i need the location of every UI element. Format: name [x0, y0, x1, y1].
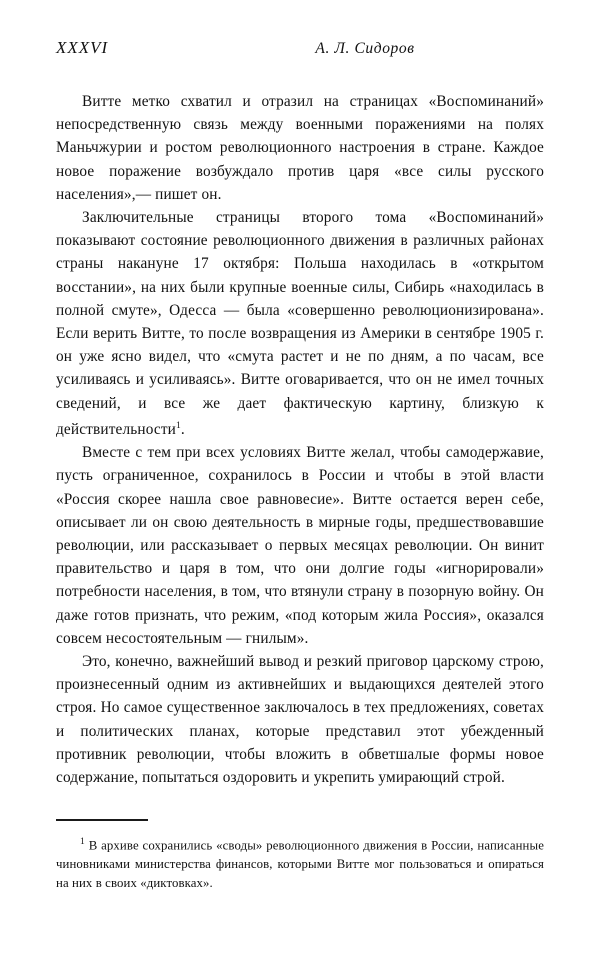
footnote-text-line — [56, 833, 544, 892]
paragraph-3: Вместе с тем при всех условиях Витте желал, чтобы самодержавие, пусть ограниченное, сохранилось в России и чтобы в этой власти «Россия скорее нашла свое равновесие». Витте остается верен себе, описывает ли он свою деятельность в мирные годы, предшествовавшие революции, или рассказывает о первых месяцах революции. Он винит правительство и царя в том, что они долгие годы «игнорировали» потребности населения, в том, что втянули страну в позорную войну. Он даже готов признать, что режим, «под которым жила Россия», оказался совсем несостоятельным — гнилым». — [56, 444, 544, 647]
footnote-text: В архиве сохранились «своды» революционного движения в России, написанные чиновниками министерства финансов, которыми Витте мог пользоваться и опираться на них в своих «диктовках». — [56, 838, 544, 890]
paragraph-4: Это, конечно, важнейший вывод и резкий приговор царскому строю, произнесенный одним из активнейших и выдающихся деятелей этого строя. Но самое существенное заключалось в тех предложениях, советах и политических планах, которые представил этот убежденный противник революции, чтобы вложить в обветшалые формы новое содержание, попытаться оздоровить и укрепить умирающий строй. — [56, 652, 544, 786]
body-text — [56, 90, 544, 789]
page-folio: XXXVI — [56, 38, 109, 57]
footnote-divider — [56, 819, 148, 821]
footnote-block — [56, 833, 544, 892]
footnote-reference[interactable]: 1 — [176, 420, 181, 431]
running-head — [56, 38, 544, 60]
paragraph-2-text: Заключительные страницы второго тома «Воспоминаний» показывают состояние революционного движения в различных районах страны накануне 17 октября: Польша находилась в «открытом восстании», на них были крупные военные силы, Сибирь «находилась в полной смуте», Одесса — была «совершенно революционизирована». Если верить Витте, то после возвращения из Америки в сентябре 1905 г. он уже ясно видел, что «смута растет и не по дням, а по часам, все усиливаясь и усиливаясь». Витте оговаривается, что он не имел точных сведений, и все же дает фактическую картину, близкую к действительности — [56, 209, 544, 438]
paragraph-2: Заключительные страницы второго тома «Воспоминаний» показывают состояние революционного движения в различных районах страны накануне 17 октября: Польша находилась в «открытом восстании», на них были крупные военные силы, Сибирь «находилась в полной смуте», Одесса — была «совершенно революционизирована». Если верить Витте, то после возвращения из Америки в сентябре 1905 г. он уже ясно видел, что «смута растет и не по дням, а по часам, все усиливаясь и усиливаясь». Витте оговаривается, что он не имел точных сведений, и все же дает фактическую картину, близкую к действительности$^1$. — [56, 209, 544, 438]
paragraph-1: Витте метко схватил и отразил на страницах «Воспоминаний» непосредственную связь между военными поражениями на полях Маньчжурии и ростом революционного настроения в стране. Каждое новое поражение возбуждало против царя «все силы русского населения»,— пишет он. — [56, 93, 544, 203]
running-head-author: А. Л. Сидоров — [315, 40, 415, 57]
footnote-marker: 1 — [80, 837, 85, 848]
